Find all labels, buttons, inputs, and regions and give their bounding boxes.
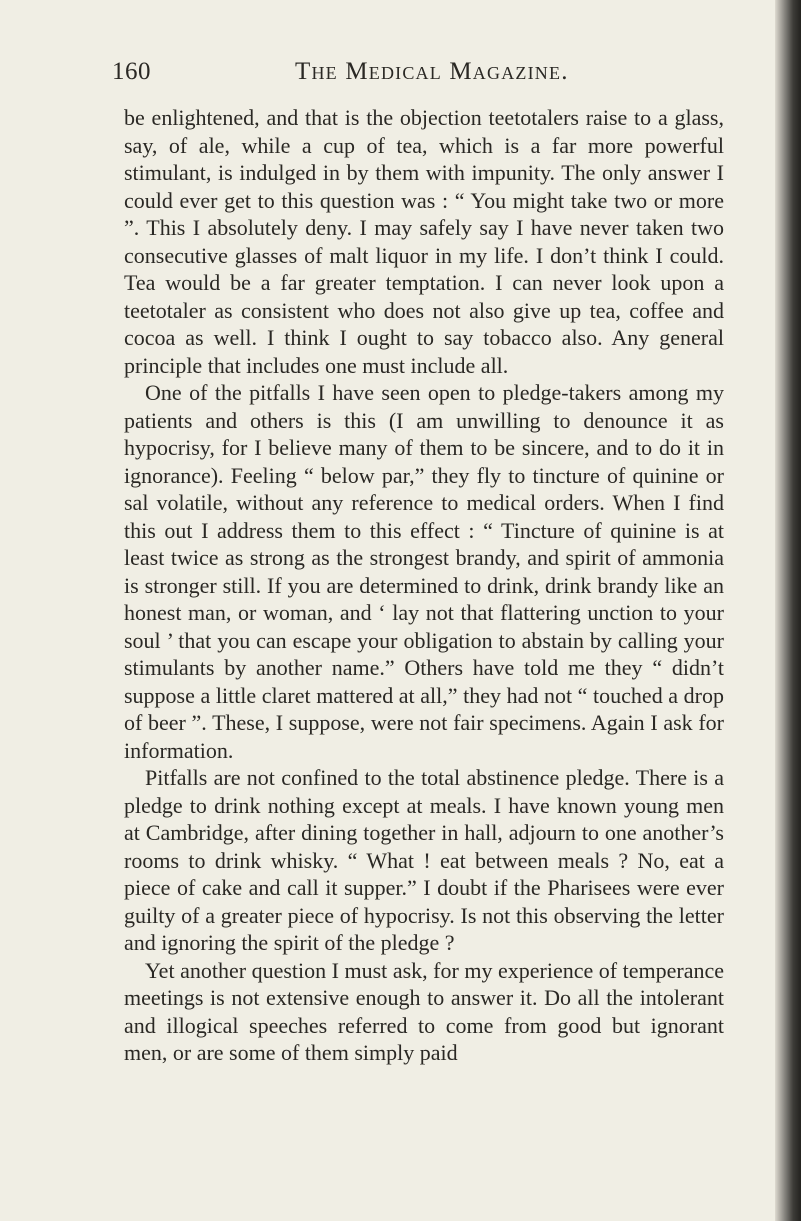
paragraph-1: be enlightened, and that is the objection teetotalers raise to a glass, say, of ale, while a cup of tea, which is a far more powerful stimulant, is indulged in by them with impunity. The only answer I could ever get to this question was : “ You might take two or more ”. This I absolutely deny. I may safely say I have never taken two consecutive glasses of malt liquor in my life. I don’t think I could. Tea would be a far greater temptation. I can never look upon a teetotaler as consistent who does not also give up tea, coffee and cocoa as well. I think I ought to say tobacco also. Any general principle that includes one must include all. <box>124 105 724 378</box>
page-edge-shadow <box>775 0 801 1221</box>
body-text <box>124 104 724 1067</box>
page-number: 160 <box>112 58 151 85</box>
running-head <box>112 58 702 98</box>
page-title: The Medical Magazine. <box>295 58 569 85</box>
paragraph-4: Yet another question I must ask, for my experience of temperance meetings is not extensive enough to answer it. Do all the intolerant and illogical speeches referred to come from good but ignorant men, or are some of them simply paid <box>124 957 724 1065</box>
paragraph-2: One of the pitfalls I have seen open to pledge-takers among my patients and others is this (I am unwilling to denounce it as hypocrisy, for I believe many of them to be sincere, and to do it in ignorance). Feeling “ below par,” they fly to tincture of quinine or sal volatile, without any reference to medical orders. When I find this out I address them to this effect : “ Tincture of quinine is at least twice as strong as the strongest brandy, and spirit of ammonia is stronger still. If you are determined to drink, drink brandy like an honest man, or woman, and ‘ lay not that flattering unction to your soul ’ that you can escape your obligation to abstain by calling your stimulants by another name.” Others have told me they “ didn’t suppose a little claret mattered at all,” they had not “ touched a drop of beer ”. These, I suppose, were not fair specimens. Again I ask for information. <box>124 380 724 763</box>
paragraph-3: Pitfalls are not confined to the total abstinence pledge. There is a pledge to drink nothing except at meals. I have known young men at Cambridge, after dining together in hall, adjourn to one another’s rooms to drink whisky. “ What ! eat between meals ? No, eat a piece of cake and call it supper.” I doubt if the Pharisees were ever guilty of a greater piece of hypocrisy. Is not this observing the letter and ignoring the spirit of the pledge ? <box>124 765 724 955</box>
